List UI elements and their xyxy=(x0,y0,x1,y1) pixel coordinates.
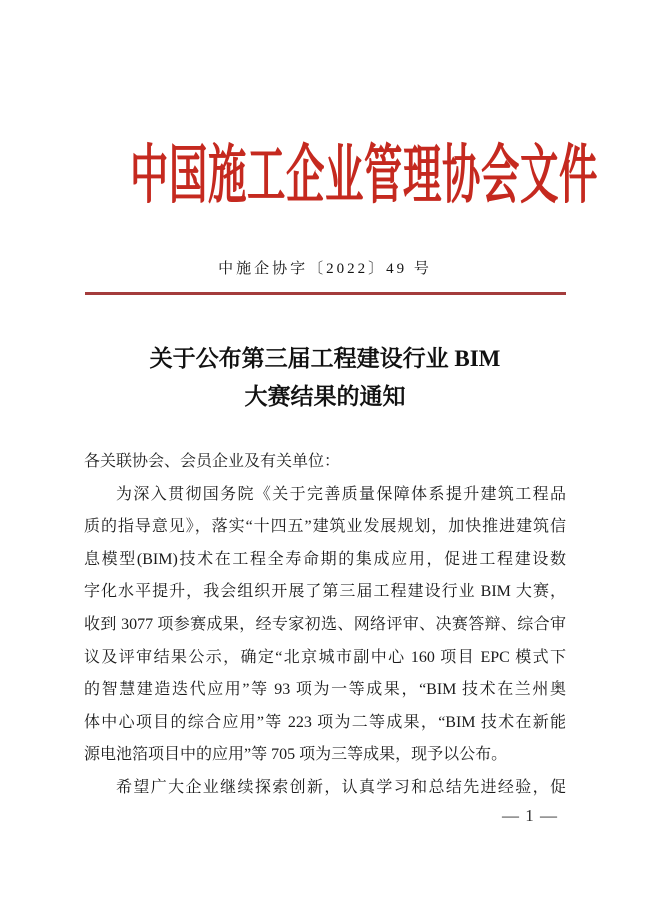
notice-body xyxy=(84,446,566,805)
body-line: 希望广大企业继续探索创新，认真学习和总结先进经验，促 xyxy=(116,778,566,796)
body-line: 为深入贯彻国务院《关于完善质量保障体系提升建筑工程品 xyxy=(116,485,566,503)
masthead-org-title: 中国施工企业管理协会文件 xyxy=(129,140,598,211)
body-line: 源电池箔项目中的应用”等 705 项为三等成果，现予以公布。 xyxy=(84,746,508,764)
page-number: — 1 — xyxy=(502,806,558,825)
body-line: 体中心项目的综合应用”等 223 项为二等成果，“BIM 技术在新能 xyxy=(84,713,566,731)
document-number: 中施企协字〔2022〕49 号 xyxy=(218,261,432,277)
notice-title-line-1: 关于公布第三届工程建设行业 BIM xyxy=(149,346,501,371)
body-line: 质的指导意见》，落实“十四五”建筑业发展规划，加快推进建筑信 xyxy=(84,518,566,536)
body-line: 收到 3077 项参赛成果，经专家初选、网络评审、决赛答辩、综合审 xyxy=(84,615,566,633)
body-line: 字化水平提升，我会组织开展了第三届工程建设行业 BIM 大赛， xyxy=(84,583,566,601)
body-line-salutation: 各关联协会、会员企业及有关单位： xyxy=(84,453,341,470)
notice-title-line-2: 大赛结果的通知 xyxy=(244,384,406,409)
body-line: 议及评审结果公示，确定“北京城市副中心 160 项目 EPC 模式下 xyxy=(84,648,566,666)
red-divider-rule xyxy=(85,292,566,295)
body-line: 的智慧建造迭代应用”等 93 项为一等成果，“BIM 技术在兰州奥 xyxy=(84,681,566,699)
body-line: 息模型(BIM)技术在工程全寿命期的集成应用，促进工程建设数 xyxy=(84,550,566,568)
notice-title xyxy=(0,340,650,416)
